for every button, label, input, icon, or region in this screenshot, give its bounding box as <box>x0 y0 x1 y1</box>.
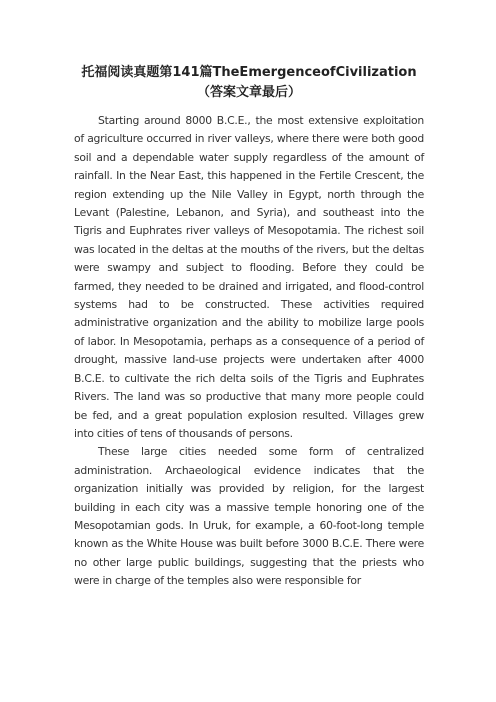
page-title: 托福阅读真题第141篇TheEmergenceofCivilization（答案文章最后） <box>81 65 417 100</box>
paragraph-1: Starting around 8000 B.C.E., the most extensive exploitation of agriculture occurred in river valleys, where there were both good soil and a dependable water supply regardless of the amount of rainfall. In the Near East, this happened in the Fertile Crescent, the region extending up the Nile Valley in Egypt, north through the Levant (Palestine, Lebanon, and Syria), and southeast into the Tigris and Euphrates river valleys of Mesopotamia. The richest soil was located in the deltas at the mouths of the rivers, but the deltas were swampy and subject to flooding. Before they could be farmed, they needed to be drained and irrigated, and flood-control systems had to be constructed. These activities required administrative organization and the ability to mobilize large pools of labor. In Mesopotamia, perhaps as a consequence of a period of drought, massive land-use projects were undertaken after 4000 B.C.E. to cultivate the rich delta soils of the Tigris and Euphrates Rivers. The land was so productive that many more people could be fed, and a great population explosion resulted. Villages grew into cities of tens of thousands of persons. <box>74 114 424 440</box>
document-body <box>74 112 424 591</box>
paragraph-2: These large cities needed some form of centralized administration. Archaeological evidence indicates that the organization initially was provided by religion, for the largest building in each city was a massive temple honoring one of the Mesopotamian gods. In Uruk, for example, a 60-foot-long temple known as the White House was built before 3000 B.C.E. There were no other large public buildings, suggesting that the priests who were in charge of the temples also were responsible for <box>74 445 424 588</box>
